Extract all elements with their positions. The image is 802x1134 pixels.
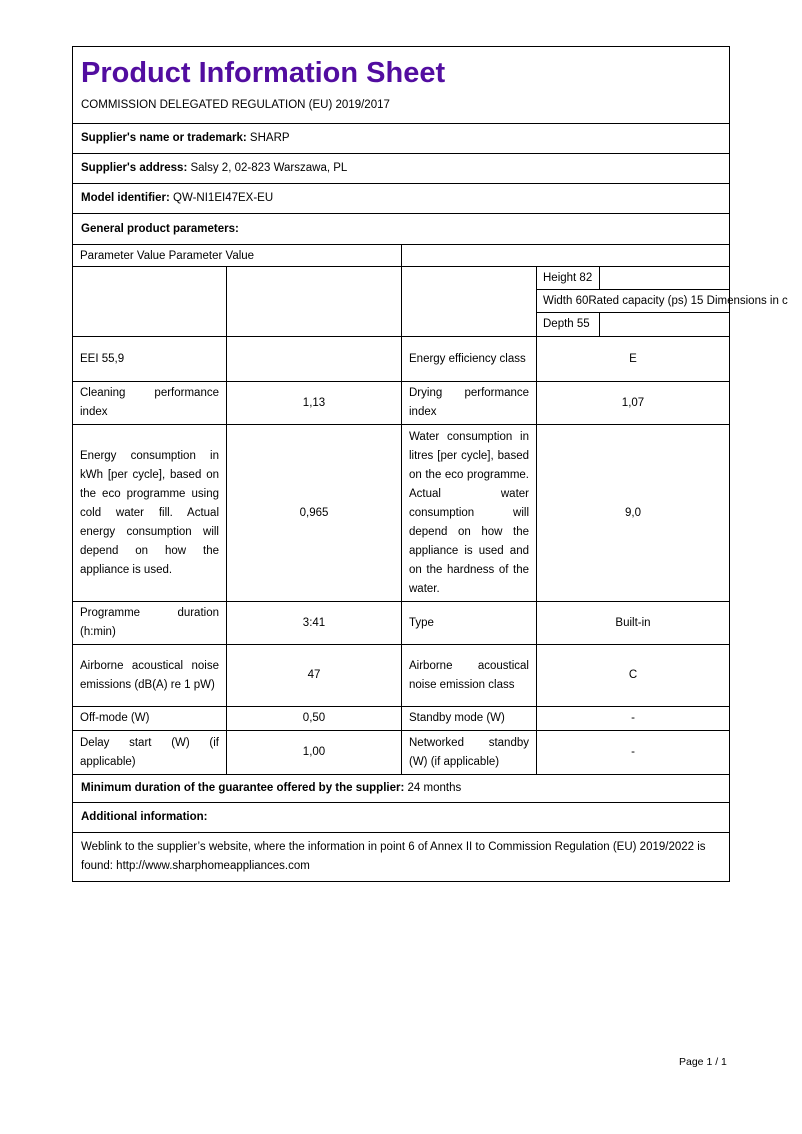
weblink-text: Weblink to the supplier’s website, where the information in point 6 of Annex II to Commission Regulation (EU) 2019/2022 is found: — [81, 841, 706, 872]
param-label-cell: Type — [401, 602, 536, 644]
dimensions-cell — [536, 267, 788, 336]
param-value-cell: 47 — [226, 645, 401, 706]
param-label-cell: Networked standby (W) (if applicable) — [401, 731, 536, 774]
param-value-cell: 0,50 — [226, 707, 401, 730]
param-label-cell: Airborne acoustical noise emission class — [401, 645, 536, 706]
guarantee-row — [73, 774, 729, 802]
table-row-off-mode — [73, 706, 729, 730]
table-row-eei — [73, 336, 729, 381]
dimension-depth-row — [537, 313, 729, 336]
param-value-cell — [226, 337, 401, 381]
product-information-sheet — [72, 46, 788, 882]
page-number: Page 1 / 1 — [679, 1056, 727, 1068]
parameter-header-cell: Parameter Value Parameter Value — [80, 249, 255, 262]
param-label-cell: Energy consumption in kWh [per cycle], based on the eco programme using cold water fill. Actual energy consumption will depend on how the appliance is used. — [80, 449, 219, 576]
dimension-height-row — [537, 267, 729, 290]
regulation-subtitle: COMMISSION DELEGATED REGULATION (EU) 2019/2017 — [81, 99, 390, 111]
param-label-cell: Standby mode (W) — [401, 707, 536, 730]
dimensions-empty-cell-2 — [226, 267, 401, 336]
model-identifier-label: Model identifier: — [81, 192, 170, 204]
page-title: Product Information Sheet — [81, 57, 446, 89]
supplier-address-row — [73, 153, 729, 183]
model-identifier-value: QW-NI1EI47EX-EU — [173, 192, 274, 204]
param-label-cell: Energy efficiency class — [401, 337, 536, 381]
general-parameters-header-row — [73, 213, 729, 244]
param-value-cell: - — [536, 731, 729, 774]
additional-information-header: Additional information: — [81, 811, 208, 823]
param-value-cell: 1,00 — [226, 731, 401, 774]
parameter-header-row — [73, 244, 729, 266]
param-label-cell: Cleaning performance index — [80, 387, 219, 418]
supplier-name-label: Supplier's name or trademark: — [81, 132, 247, 144]
dimension-depth-value: Depth 55 — [537, 313, 600, 336]
param-label-cell: Airborne acoustical noise emissions (dB(A) re 1 pW) — [80, 659, 219, 691]
dimensions-row — [73, 266, 788, 336]
param-label-cell: EEI 55,9 — [80, 352, 125, 365]
param-value-cell: 3:41 — [226, 602, 401, 644]
param-value-cell: Built-in — [536, 602, 729, 644]
dimension-height-value: Height 82 — [537, 267, 600, 289]
param-value-cell: 9,0 — [536, 425, 729, 601]
param-label-cell: Off-mode (W) — [80, 712, 150, 724]
dimension-width-overflow-text: Width 60Rated capacity (ps) 15 Dimensions in c — [543, 294, 788, 307]
weblink-row — [73, 832, 729, 881]
supplier-weblink[interactable]: http://www.sharphomeappliances.com — [116, 860, 310, 872]
supplier-address-value: Salsy 2, 02-823 Warszawa, PL — [190, 162, 348, 174]
param-label-cell: Water consumption in litres [per cycle], based on the eco programme. Actual water consumption will depend on how the appliance is used and on the hardness of the water. — [401, 425, 536, 601]
dimensions-empty-cell-1 — [73, 267, 226, 336]
param-value-cell: C — [536, 645, 729, 706]
parameter-header-empty-cell — [401, 245, 729, 266]
param-value-cell: E — [536, 337, 729, 381]
general-parameters-header: General product parameters: — [81, 223, 239, 235]
param-value-cell: 0,965 — [226, 425, 401, 601]
param-label-cell: Drying performance index — [401, 382, 536, 424]
title-block — [73, 47, 729, 123]
table-row-consumption — [73, 424, 729, 601]
guarantee-label: Minimum duration of the guarantee offered by the supplier: — [81, 782, 405, 794]
param-label-cell: Programme duration (h:min) — [80, 607, 219, 638]
table-row-delay-start — [73, 730, 729, 774]
dimensions-empty-cell-3 — [401, 267, 536, 336]
dimension-width-row — [537, 290, 788, 313]
param-value-cell: 1,07 — [536, 382, 729, 424]
param-label-cell: Delay start (W) (if applicable) — [80, 736, 219, 768]
table-row-cleaning — [73, 381, 729, 424]
supplier-name-value: SHARP — [249, 132, 290, 144]
additional-information-header-row — [73, 802, 729, 832]
supplier-address-label: Supplier's address: — [81, 162, 188, 174]
model-identifier-row — [73, 183, 729, 213]
guarantee-value: 24 months — [407, 782, 462, 794]
table-row-noise — [73, 644, 729, 706]
supplier-name-row — [73, 123, 729, 153]
param-value-cell: - — [536, 707, 729, 730]
table-row-programme-duration — [73, 601, 729, 644]
param-value-cell: 1,13 — [226, 382, 401, 424]
